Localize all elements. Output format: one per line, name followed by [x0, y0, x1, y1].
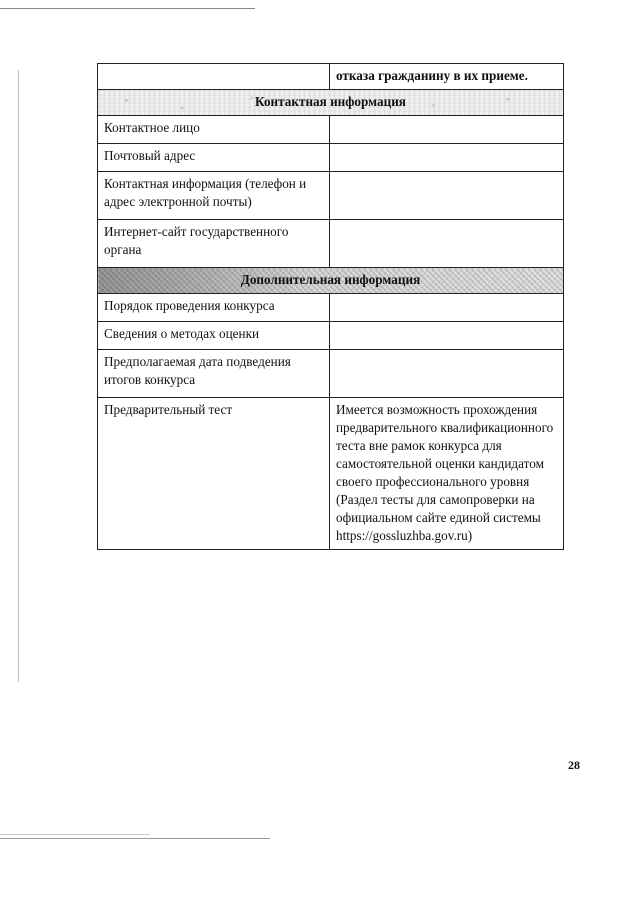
table-row	[98, 116, 564, 144]
competition-info-table	[97, 63, 564, 550]
row-label-preliminary-test: Предварительный тест	[98, 398, 330, 550]
scan-edge-bottom-secondary	[0, 834, 150, 835]
table-row	[98, 350, 564, 398]
row-value-procedure	[330, 294, 564, 322]
table-row	[98, 294, 564, 322]
table-cell-label	[98, 64, 330, 90]
row-label-results-date: Предполагаемая дата подведения итогов конкурса	[98, 350, 330, 398]
section-header-row	[98, 90, 564, 116]
row-label-procedure: Порядок проведения конкурса	[98, 294, 330, 322]
table-row	[98, 64, 564, 90]
row-label-postal-address: Почтовый адрес	[98, 144, 330, 172]
row-value-contact-person	[330, 116, 564, 144]
page-number: 28	[568, 758, 580, 772]
row-value-preliminary-test: Имеется возможность прохождения предварительного квалификационного теста вне рамок конкурса для самостоятельной оценки кандидатом своего профессионального уровня (Раздел тесты для самопроверки на официальном сайте единой системы https://gossluzhba.gov.ru)	[330, 398, 564, 550]
row-value-postal-address	[330, 144, 564, 172]
row-label-evaluation-methods: Сведения о методах оценки	[98, 322, 330, 350]
row-label-contact-details: Контактная информация (телефон и адрес электронной почты)	[98, 172, 330, 220]
table-row	[98, 144, 564, 172]
row-value-evaluation-methods	[330, 322, 564, 350]
scan-edge-top	[0, 8, 255, 9]
section-header-row	[98, 268, 564, 294]
row-value-website	[330, 220, 564, 268]
row-value-results-date	[330, 350, 564, 398]
table-row	[98, 322, 564, 350]
table-row	[98, 398, 564, 550]
section-title-contact: Контактная информация	[98, 90, 564, 116]
row-value-contact-details	[330, 172, 564, 220]
scan-edge-bottom	[0, 838, 270, 839]
row-label-website: Интернет-сайт государственного органа	[98, 220, 330, 268]
table-cell-value: отказа гражданину в их приеме.	[330, 64, 564, 90]
table-row	[98, 220, 564, 268]
scan-edge-left	[18, 70, 19, 682]
section-title-additional: Дополнительная информация	[98, 268, 564, 294]
table-row	[98, 172, 564, 220]
row-label-contact-person: Контактное лицо	[98, 116, 330, 144]
